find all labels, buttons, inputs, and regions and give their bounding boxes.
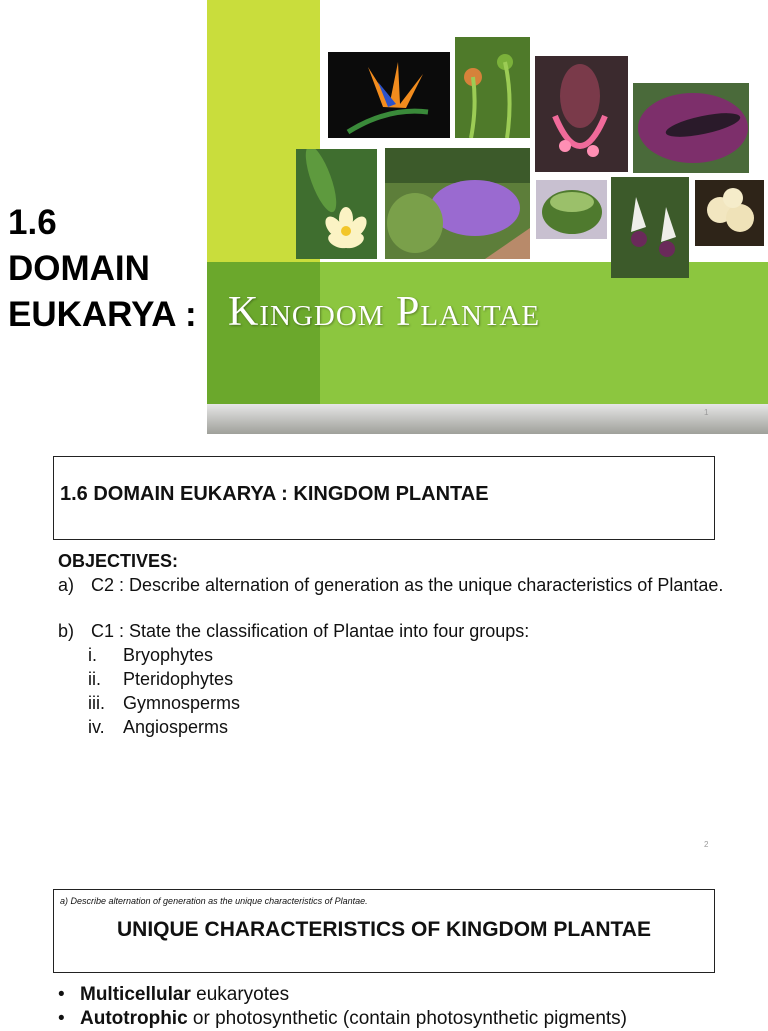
list-item-text: Gymnosperms (123, 693, 241, 713)
list-item (88, 643, 728, 667)
bullet-text: or photosynthetic (contain photosynthetic pigments) (187, 1008, 628, 1029)
slide-1 (0, 0, 768, 436)
bullet-text: eukaryotes (190, 984, 290, 1005)
slide-3-title: UNIQUE CHARACTERISTICS OF KINGDOM PLANTAE (117, 918, 651, 941)
list-item (58, 1007, 758, 1031)
list-item-label: iii. (88, 693, 105, 713)
objective-text: C1 : State the classification of Plantae into four groups: (91, 621, 530, 641)
bullet-bold-text: Multicellular (80, 984, 191, 1005)
bullet-icon: • (58, 1008, 65, 1029)
kingdom-plantae-banner: Kingdom Plantae (228, 289, 541, 335)
list-item (88, 715, 728, 739)
slide-2-title: 1.6 DOMAIN EUKARYA : KINGDOM PLANTAE (60, 483, 489, 505)
slide-3-title-box (53, 889, 715, 973)
slide-2-title-box (53, 456, 715, 540)
bullet-bold-text: Autotrophic (80, 1008, 188, 1029)
objective-text: C2 : Describe alternation of generation as the unique characteristics of Plantae. (91, 575, 724, 595)
page-number: 1 (704, 408, 709, 417)
lily-photo (611, 177, 689, 278)
plant-groups-list (88, 643, 728, 739)
grey-footer-strip (207, 404, 768, 434)
corpse-flower-photo (633, 83, 749, 173)
objectives-section (58, 549, 728, 739)
list-item-text: Bryophytes (123, 645, 214, 665)
bird-of-paradise-photo (328, 52, 450, 138)
pink-flower-photo (535, 56, 628, 172)
list-item-label: ii. (88, 669, 101, 689)
cream-flower-photo (695, 180, 764, 246)
objective-item (58, 619, 728, 643)
list-item (58, 983, 758, 1007)
page-number: 2 (704, 840, 709, 849)
objectives-heading: OBJECTIVES: (58, 551, 179, 571)
moss-photo (536, 180, 607, 239)
objective-label: a) (58, 575, 75, 595)
list-item-text: Pteridophytes (123, 669, 234, 689)
slide-title: 1.6 DOMAIN EUKARYA : (8, 203, 197, 334)
list-item (88, 667, 728, 691)
garden-photo (385, 148, 530, 259)
bullet-icon: • (58, 984, 65, 1005)
list-item (88, 691, 728, 715)
objective-note: a) Describe alternation of generation as the unique characteristics of Plantae. (60, 896, 368, 906)
list-item-text: Angiosperms (123, 717, 229, 737)
objective-label: b) (58, 621, 75, 641)
list-item-label: iv. (88, 717, 105, 737)
list-item-label: i. (88, 645, 97, 665)
frangipani-photo (296, 149, 377, 259)
objective-item (58, 573, 728, 597)
fern-fiddlehead-photo (455, 37, 530, 138)
